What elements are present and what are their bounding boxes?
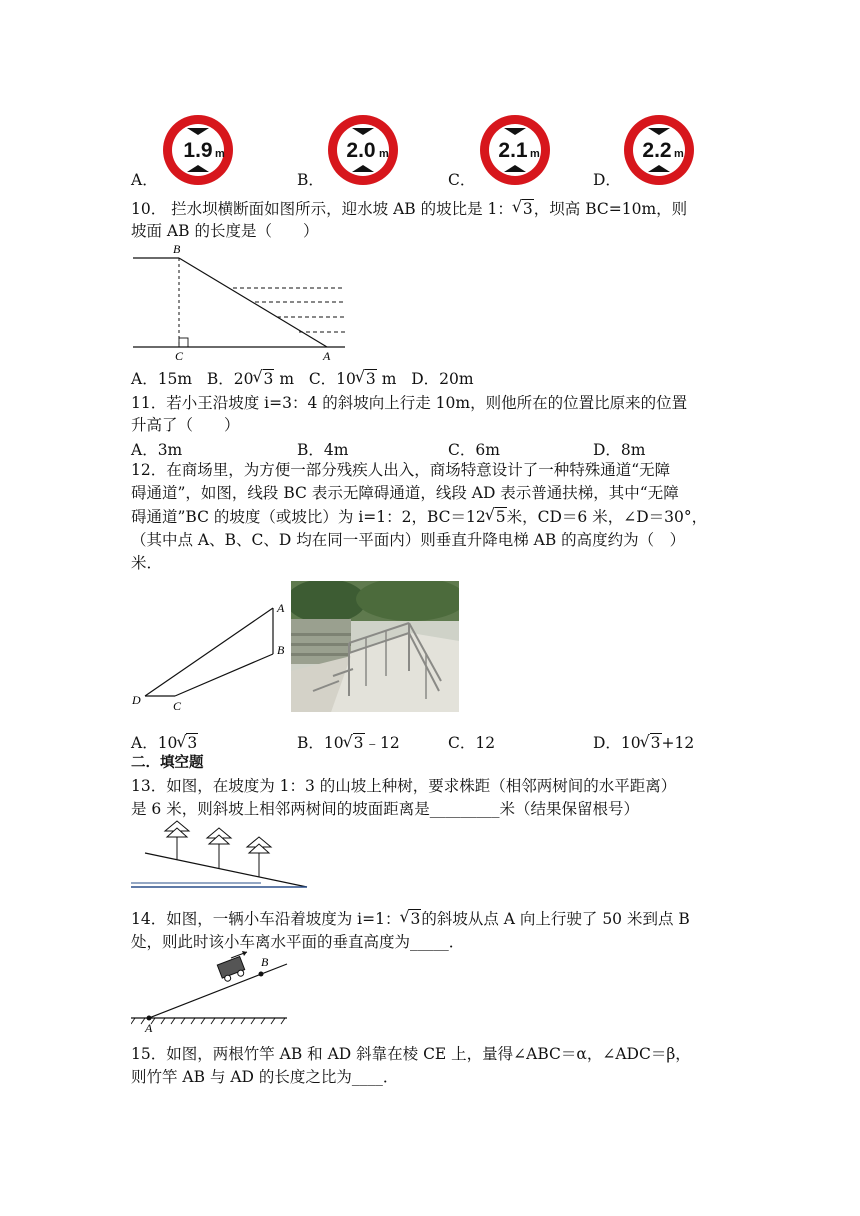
height-limit-sign-d	[622, 113, 696, 191]
q11-stem-line1: 11．若小王沿坡度 i=3：4 的斜坡向上行走 10m，则他所在的位置比原来的位置	[131, 394, 688, 412]
q12-stem-line5: 米．	[131, 554, 163, 572]
section-heading-fill-in: 二．填空题	[131, 755, 204, 771]
q10-option-d: D．20m	[411, 370, 474, 388]
q12-option-c: C．12	[448, 734, 496, 752]
q12-stem-line3: 碍通道”BC 的坡度（或坡比）为 i=1：2，BC＝12√ 5米，CD＝6 米，∠D＝30°，	[131, 506, 707, 528]
q13-slope-trees-figure	[131, 815, 311, 897]
sign-d-unit: m	[674, 148, 684, 160]
sign-c-value: 2.1	[498, 139, 528, 162]
sign-d-value: 2.2	[642, 139, 672, 162]
q11-stem-line2: 升高了（ ）	[131, 416, 240, 434]
point-b-dot	[259, 972, 264, 977]
point-b-label: B	[277, 643, 285, 657]
height-limit-sign-a	[161, 113, 235, 191]
q10-dam-figure	[131, 240, 361, 368]
q9-option-d: D．	[593, 171, 621, 189]
car-icon	[217, 956, 246, 982]
sign-a-unit: m	[215, 148, 225, 160]
q13-stem-line1: 13．如图，在坡度为 1：3 的山坡上种树，要求株距（相邻两树间的水平距离）	[131, 777, 677, 795]
q11-option-a: A．3m	[131, 441, 183, 459]
q10-stem-line1: 10． 拦水坝横断面如图所示，迎水坡 AB 的坡比是 1：√ 3，坝高 BC=10m，则	[131, 198, 687, 220]
point-b-label: B	[261, 955, 269, 969]
sign-a-value: 1.9	[183, 139, 213, 162]
q10-options	[131, 368, 474, 390]
q9-option-b: B．	[297, 171, 324, 189]
point-b-label: B	[173, 242, 181, 256]
height-limit-sign-b	[326, 113, 400, 191]
height-limit-sign-c	[478, 113, 552, 191]
q15-stem-line2: 则竹竿 AB 与 AD 的长度之比为____．	[131, 1068, 399, 1086]
sqrt-3: √ 3	[513, 198, 534, 220]
q14-stem-line2: 处，则此时该小车离水平面的垂直高度为_____．	[131, 933, 465, 951]
q12-stem-line2: 碍通道”，如图，线段 BC 表示无障碍通道，线段 AD 表示普通扶梯，其中“无障	[131, 484, 679, 502]
q12-option-a: A．10√ 3	[131, 731, 198, 753]
q14-stem-line1: 14．如图，一辆小车沿着坡度为 i=1：√ 3的斜坡从点 A 向上行驶了 50 米到点 B	[131, 908, 690, 930]
q10-option-b: B．20√ 3 m	[207, 370, 294, 388]
point-a-label: A	[145, 1021, 153, 1032]
q11-option-d: D．8m	[593, 441, 646, 459]
q14-car-slope-figure	[131, 950, 291, 1036]
q12-stem-line1: 12．在商场里，为方便一部分残疾人出入，商场特意设计了一种特殊通道“无障	[131, 461, 671, 479]
q12-ramp-figure	[131, 596, 293, 718]
sign-b-value: 2.0	[346, 139, 376, 162]
q9-option-c: C．	[448, 171, 476, 189]
point-d-label: D	[132, 693, 141, 707]
q13-stem-line2: 是 6 米，则斜坡上相邻两树间的坡面距离是_________米（结果保留根号）	[131, 800, 639, 818]
q12-option-b: B．10√ 3﹣12	[297, 731, 400, 753]
point-a-label: A	[277, 601, 285, 615]
q10-option-a: A．15m	[131, 370, 193, 388]
point-a-dot	[147, 1016, 152, 1021]
q10-stem-line2: 坡面 AB 的长度是（ ）	[131, 222, 319, 240]
q12-option-d: D．10√ 3+12	[593, 731, 694, 753]
point-a-label: A	[323, 349, 331, 363]
point-c-label: C	[173, 699, 182, 713]
point-c-label: C	[175, 349, 184, 363]
q9-option-a: A．	[131, 171, 158, 189]
sign-c-unit: m	[530, 148, 540, 160]
q10-option-c: C．10√ 3 m	[309, 370, 397, 388]
sign-b-unit: m	[379, 148, 389, 160]
q12-stem-line4: （其中点 A、B、C、D 均在同一平面内）则垂直升降电梯 AB 的高度约为（ ）	[131, 531, 686, 549]
ramp-photo	[291, 581, 459, 712]
q11-option-b: B．4m	[297, 441, 349, 459]
q11-option-c: C．6m	[448, 441, 500, 459]
q15-stem-line1: 15．如图，两根竹竿 AB 和 AD 斜靠在棱 CE 上，量得∠ABC＝α，∠ADC＝β，	[131, 1045, 691, 1063]
